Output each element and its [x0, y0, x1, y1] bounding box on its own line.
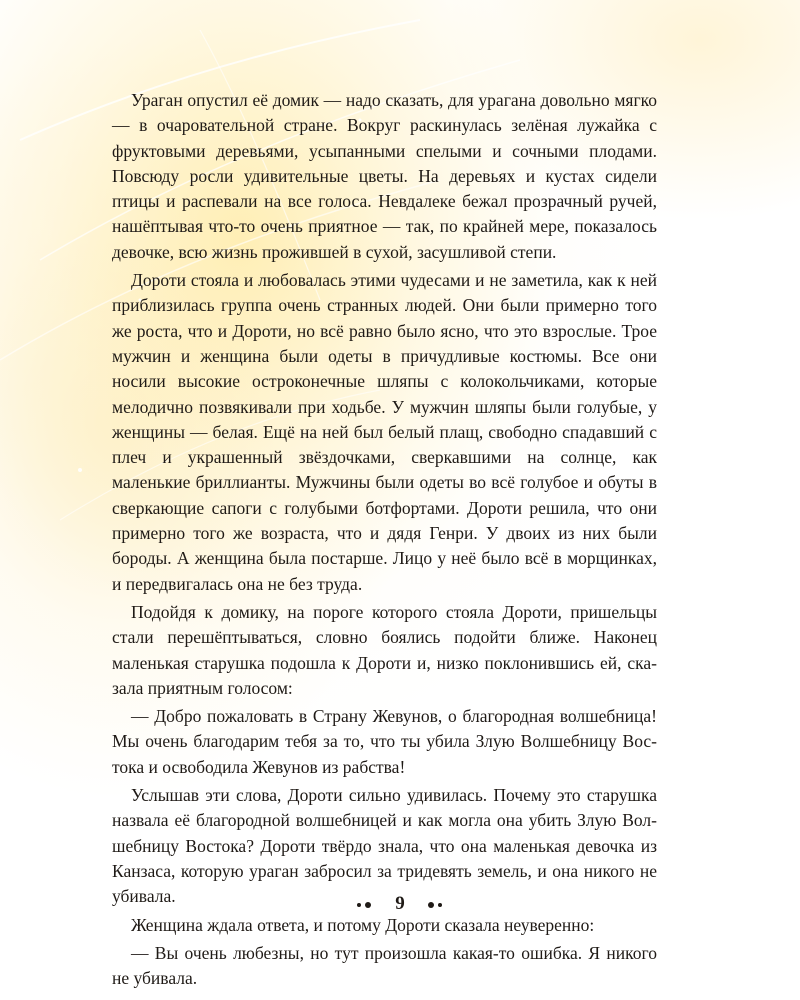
paragraph: Услышав эти слова, Дороти сильно удивилась. Почему это старушка назвала её благородной волшебницей и как могла она убить Злую Волшебницу Востока? Дороти твёрдо знала, что она маленькая девочка из Канзаса, которую ураган забросил за тридевять земель, и она никого не убивала. — [112, 785, 657, 907]
ornament-dots-left-icon — [357, 899, 375, 909]
ornament-dots-right-icon — [426, 899, 444, 909]
page-footer — [0, 892, 800, 915]
dialog-paragraph: — Добро пожаловать в Страну Жевунов, о благородная волшебница! Мы очень благодарим тебя за то, что ты убила Злую Волшебницу Востока и освободила Жевунов из рабства! — [112, 706, 657, 777]
paragraph: Ураган опустил её домик — надо сказать, для урагана довольно мягко — в очаровательной стране. Вокруг раскинулась зелёная лужайка с фруктовыми деревьями, усыпанными спелыми и сочными плодами. Повсюду росли удивительные цветы. На деревьях и кустах сидели птицы и распевали на все голоса. Невдалеке бежал прозрачный ручей, нашёптывая что-то очень приятное — так, по крайней мере, показалось девочке, всю жизнь прожившей в сухой, засушливой степи. — [112, 90, 657, 262]
paragraph: Подойдя к домику, на пороге которого стояла Дороти, пришельцы стали перешёптываться, словно боялись подойти ближе. Наконец маленькая старушка подошла к Дороти и, низко поклонившись ей, сказала приятным голосом: — [112, 601, 657, 698]
paragraph: Женщина ждала ответа, и потому Дороти сказала неуверенно: — [131, 914, 595, 935]
story-text — [112, 88, 657, 994]
paragraph: Дороти стояла и любовалась этими чудесами и не заметила, как к ней приблизилась группа очень странных людей. Они были примерно того же роста, что и Дороти, но всё равно было ясно, что это взрослые. Трое мужчин и женщина были одеты в причудливые костюмы. Все они носили высокие остроконечные шляпы с колокольчиками, которые мелодично позвякивали при ходьбе. У мужчин шляпы были голубые, у женщины — белая. Ещё на ней был белый плащ, свободно спадавший с плеч и украшенный звёздочками, сверкавшими на солнце, как маленькие бриллианты. Мужчины были одеты во всё голубое и обуты в сверкающие сапоги с голубыми ботфортами. Дороти решила, что они примерно того же возраста, что и дядя Генри. У двоих из них были бороды. А женщина была постарше. Лицо у неё было всё в морщинках, и передвигалась она не без труда. — [112, 270, 657, 594]
page-number: 9 — [395, 892, 405, 914]
dialog-paragraph: — Вы очень любезны, но тут произошла какая-то ошибка. Я никого не убивала. — [112, 942, 657, 989]
